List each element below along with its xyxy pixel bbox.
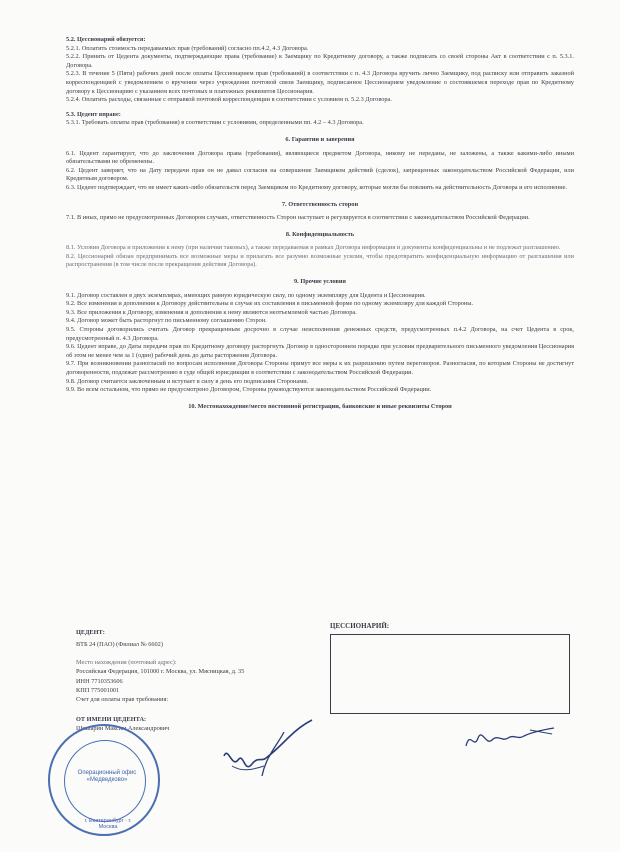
section-5-3-heading: 5.3. Цедент вправе: bbox=[66, 110, 121, 118]
cedent-name: ВТБ 24 (ПАО) (Филиал № 6602) bbox=[76, 641, 163, 649]
clause-9-2: 9.2. Все изменения и дополнения к Договору действительны в случае их составления в письменной форме по одному экземпляру для каждой Стороны. bbox=[66, 300, 474, 308]
clause-5-2-2: 5.2.2. Принять от Цедента документы, подтверждающие права (требование) к Заемщику по Кредитному договору, а также подписать со своей стороны Акт в соответствии с п. 5.3.1. Договора. bbox=[66, 53, 574, 69]
cedent-signer-name: Шишарин Максим Александрович bbox=[76, 725, 170, 733]
clause-5-2-3: 5.2.3. В течение 5 (Пяти) рабочих дней после оплаты Цессионарием прав (требований) в соответствии с п. 4.3 Договора вручить лично Заемщику, под расписку или отправить заказной корреспонденцией с уведомлением о вручении через учреждения почтовой связи Заемщику, подписанное Цессионарием уведомление о состоявшемся переходе прав по Кредитному договору к Цессионарию с указанием всех почтовых и платежных реквизитов Цессионария. bbox=[66, 70, 574, 95]
cedent-signer-label: ОТ ИМЕНИ ЦЕДЕНТА: bbox=[76, 715, 147, 723]
stamp-text: Операционный офис «Медведково» bbox=[77, 770, 137, 783]
cedent-address: Российская Федерация, 101000 г. Москва, ул. Мясницкая, д. 35 bbox=[76, 668, 245, 676]
clause-9-1: 9.1. Договор составлен в двух экземплярах, имеющих равную юридическую силу, по одному экземпляру для Цедента и Цессионария. bbox=[66, 291, 426, 299]
bank-stamp bbox=[48, 724, 160, 836]
section-5-2-heading: 5.2. Цессионарий обязуется: bbox=[66, 36, 146, 43]
stamp-bottom-text: г. Екатеринбург · г. Москва bbox=[84, 818, 132, 830]
cessionary-signature bbox=[462, 724, 558, 752]
contract-body bbox=[66, 36, 574, 416]
section-10-title: 10. Местонахождение/место постоянной регистрации, банковские и иные реквизиты Сторон bbox=[188, 402, 452, 410]
clause-8-1: 8.1. Условия Договора и приложения к нему (при наличии таковых), а также передаваемая в рамках Договора информация и документы конфиденциальны и не подлежат разглашению. bbox=[66, 244, 561, 252]
cessionary-requisites-box bbox=[330, 634, 570, 714]
clause-9-5: 9.5. Стороны договорились считать Договор прекращенным досрочно в случае неисполнения денежных средств, предусмотренных п.4.2 Договора, на счет Цедента в срок, предусмотренный п. 4.3 Договора. bbox=[66, 326, 574, 342]
cessionary-label: ЦЕССИОНАРИЙ: bbox=[330, 622, 390, 630]
cedent-account: Счет для оплаты прав требования: bbox=[76, 696, 169, 704]
clause-6-3: 6.3. Цедент подтверждает, что не имеет каких-либо обязательств перед Заемщиком по Кредитному договору, которые могли бы повлиять на действительность Договора и его исполнение. bbox=[66, 183, 568, 191]
section-7-title: 7. Ответственность сторон bbox=[281, 200, 359, 208]
cedent-signature-drawing bbox=[218, 716, 318, 784]
clause-9-3: 9.3. Все приложения к Договору, изменения и дополнения к нему являются неотъемлемой частью Договора. bbox=[66, 308, 357, 316]
clause-8-2: 8.2. Цессионарий обязан предпринимать все возможные меры и прилагать все разумно возможные усилия, чтобы предотвратить конфиденциальную информацию от разглашения или распространения (в том числе после прекращения действия Договора). bbox=[66, 252, 574, 269]
clause-6-1: 6.1. Цедент гарантирует, что до заключения Договора права (требования), являющиеся предметом Договора, никому не переданы, не заложены, а также какими-либо иными обязательствами не обременены. bbox=[66, 149, 574, 166]
cessionary-signature-drawing bbox=[462, 724, 558, 752]
cedent-kpp: КПП 775001001 bbox=[76, 687, 120, 695]
clause-7-1: 7.1. В иных, прямо не предусмотренных Договором случаях, ответственность Сторон наступает и регулируется в соответствии с законодательством Российской Федерации. bbox=[66, 214, 530, 222]
cedent-address-label: Место нахождения (почтовый адрес): bbox=[76, 658, 177, 666]
cedent-signature bbox=[218, 716, 318, 784]
clause-5-3-1: 5.3.1. Требовать оплаты прав (требования) в соответствии с условиями, определенными пп. 4.2 – 4.3 Договора. bbox=[66, 119, 364, 127]
section-6-title: 6. Гарантии и заверения bbox=[285, 135, 355, 143]
clause-9-6: 9.6. Цедент вправе, до Даты передачи прав по Кредитному договору расторгнуть Договор в одностороннем порядке при условии предварительного письменного уведомления Цессионария об этом не менее чем за 1 (один) рабочий день до даты расторжения Договора. bbox=[66, 343, 574, 359]
section-9-title: 9. Прочие условия bbox=[294, 278, 346, 286]
cedent-inn: ИНН 7710353606 bbox=[76, 677, 123, 685]
clause-9-4: 9.4. Договор может быть расторгнут по письменному соглашению Сторон. bbox=[66, 317, 267, 325]
section-8-title: 8. Конфиденциальность bbox=[285, 230, 355, 238]
clause-9-8: 9.8. Договор считается заключенным и вступает в силу в день его подписания Сторонами. bbox=[66, 377, 309, 385]
cedent-label: ЦЕДЕНТ: bbox=[76, 629, 105, 636]
clause-5-2-4: 5.2.4. Оплатить расходы, связанные с отправкой почтовой корреспонденции в соответствии с условием п. 5.2.3 Договора. bbox=[66, 96, 392, 104]
clause-9-9: 9.9. Во всем остальном, что прямо не предусмотрено Договором, Стороны руководствуются законодательством Российской Федерации. bbox=[66, 386, 432, 394]
clause-5-2-1: 5.2.1. Оплатить стоимость передаваемых прав (требований) согласно пп.4.2, 4.3 Договора. bbox=[66, 44, 309, 52]
clause-6-2: 6.2. Цедент заверяет, что на Дату передачи прав он не давал согласия на совершение Заемщиком действий (сделок), запрещенных законодательством Российской Федерации, или Кредитным договором. bbox=[66, 166, 574, 183]
clause-9-7: 9.7. При возникновении разногласий по вопросам исполнения Договора Стороны примут все меры к их разрешению путем переговоров. Разногласия, по которым Стороны не достигнут договоренности, подлежат рассмотрению в суде общей юрисдикции в соответствии с законодательством Российской Федерации. bbox=[66, 360, 574, 376]
